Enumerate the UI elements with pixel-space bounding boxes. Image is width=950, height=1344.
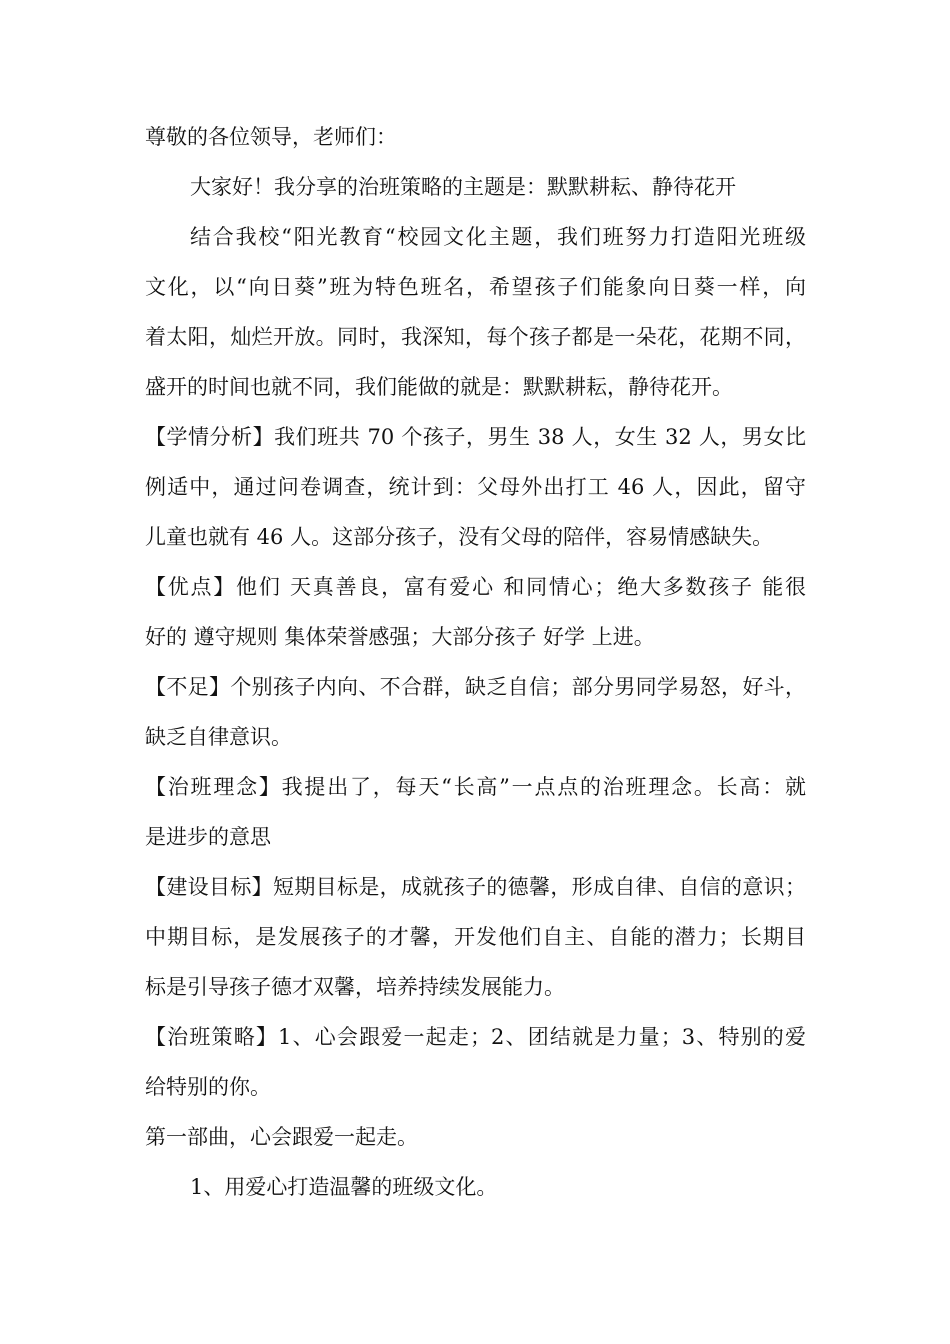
goals-line: 中期目标，是发展孩子的才馨，开发他们自主、自能的潜力；长期目 (145, 925, 806, 949)
salutation-line: 尊敬的各位领导，老师们： (145, 125, 397, 149)
paragraph-line: 文化，以“向日葵”班为特色班名，希望孩子们能象向日葵一样，向 (145, 275, 806, 299)
strategy-line: 【治班策略】1、心会跟爱一起走；2、团结就是力量；3、特别的爱 (145, 1025, 806, 1049)
strengths-line: 【优点】他们 天真善良，富有爱心 和同情心；绝大多数孩子 能很 (145, 575, 806, 599)
goals-line: 【建设目标】短期目标是，成就孩子的德馨，形成自律、自信的意识； (145, 875, 806, 899)
analysis-line: 【学情分析】我们班共 70 个孩子，男生 38 人，女生 32 人，男女比 (145, 425, 806, 449)
weaknesses-line: 【不足】个别孩子内向、不合群，缺乏自信；部分男同学易怒，好斗， (145, 675, 806, 699)
philosophy-line: 【治班理念】我提出了，每天“长高”一点点的治班理念。长高：就 (145, 775, 806, 799)
philosophy-line: 是进步的意思 (145, 825, 271, 849)
strengths-line: 好的 遵守规则 集体荣誉感强；大部分孩子 好学 上进。 (145, 625, 655, 649)
analysis-line: 例适中，通过问卷调查，统计到：父母外出打工 46 人，因此，留守 (145, 475, 806, 499)
paragraph-line: 着太阳，灿烂开放。同时，我深知，每个孩子都是一朵花，花期不同， (145, 325, 806, 349)
goals-line: 标是引导孩子德才双馨，培养持续发展能力。 (145, 975, 565, 999)
section-heading: 第一部曲，心会跟爱一起走。 (145, 1125, 418, 1149)
paragraph-line: 结合我校“阳光教育“校园文化主题，我们班努力打造阳光班级 (190, 225, 806, 249)
subsection-heading: 1、用爱心打造温馨的班级文化。 (190, 1175, 498, 1199)
analysis-line: 儿童也就有 46 人。这部分孩子，没有父母的陪伴，容易情感缺失。 (145, 525, 774, 549)
paragraph-line: 盛开的时间也就不同，我们能做的就是：默默耕耘，静待花开。 (145, 375, 733, 399)
greeting-line: 大家好！我分享的治班策略的主题是：默默耕耘、静待花开 (190, 175, 736, 199)
strategy-line: 给特别的你。 (145, 1075, 271, 1099)
weaknesses-line: 缺乏自律意识。 (145, 725, 292, 749)
